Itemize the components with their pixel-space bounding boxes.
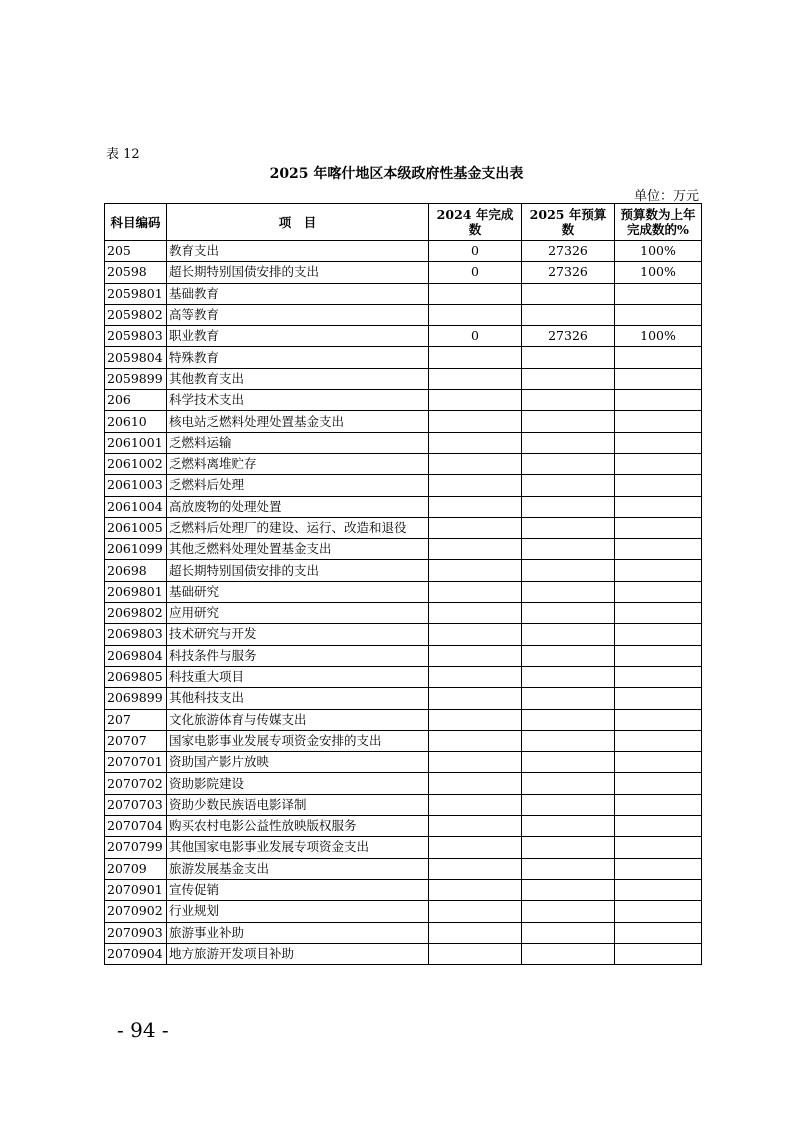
cell-percent: 100% — [615, 262, 702, 283]
cell-2025-budget — [522, 730, 615, 751]
cell-2024-actual: 0 — [429, 241, 522, 262]
cell-item: 乏燃料运输 — [167, 432, 429, 453]
cell-2024-actual — [429, 709, 522, 730]
cell-item: 核电站乏燃料处理处置基金支出 — [167, 411, 429, 432]
cell-2024-actual — [429, 304, 522, 325]
cell-code: 205 — [105, 241, 167, 262]
cell-2025-budget: 27326 — [522, 262, 615, 283]
cell-percent — [615, 922, 702, 943]
cell-code: 2070901 — [105, 879, 167, 900]
table-row — [105, 794, 702, 815]
cell-2025-budget — [522, 901, 615, 922]
table-row — [105, 624, 702, 645]
table-row — [105, 773, 702, 794]
cell-code: 20709 — [105, 858, 167, 879]
cell-percent — [615, 730, 702, 751]
cell-item: 科技条件与服务 — [167, 645, 429, 666]
cell-item: 资助少数民族语电影译制 — [167, 794, 429, 815]
cell-2025-budget — [522, 837, 615, 858]
cell-2024-actual — [429, 624, 522, 645]
cell-2025-budget — [522, 304, 615, 325]
cell-2025-budget — [522, 390, 615, 411]
cell-2025-budget — [522, 283, 615, 304]
cell-percent — [615, 794, 702, 815]
cell-item: 旅游事业补助 — [167, 922, 429, 943]
cell-percent — [615, 752, 702, 773]
cell-2025-budget — [522, 752, 615, 773]
table-row — [105, 432, 702, 453]
cell-percent — [615, 368, 702, 389]
table-row — [105, 453, 702, 474]
table-row — [105, 581, 702, 602]
cell-percent — [615, 453, 702, 474]
column-header-2024-actual: 2024 年完成数 — [429, 204, 522, 241]
table-row — [105, 752, 702, 773]
cell-2024-actual — [429, 283, 522, 304]
cell-2024-actual — [429, 581, 522, 602]
cell-2024-actual — [429, 943, 522, 964]
cell-2024-actual — [429, 411, 522, 432]
cell-percent — [615, 943, 702, 964]
table-row — [105, 304, 702, 325]
table-row — [105, 837, 702, 858]
cell-code: 2069802 — [105, 603, 167, 624]
cell-code: 2061099 — [105, 539, 167, 560]
table-row — [105, 709, 702, 730]
cell-code: 20598 — [105, 262, 167, 283]
cell-percent — [615, 624, 702, 645]
cell-percent — [615, 645, 702, 666]
cell-code: 2059801 — [105, 283, 167, 304]
cell-item: 其他国家电影事业发展专项资金支出 — [167, 837, 429, 858]
cell-item: 应用研究 — [167, 603, 429, 624]
table-row — [105, 645, 702, 666]
table-label: 表 12 — [106, 147, 140, 162]
table-row — [105, 922, 702, 943]
cell-item: 基础研究 — [167, 581, 429, 602]
table-row — [105, 560, 702, 581]
table-row — [105, 879, 702, 900]
cell-code: 2069805 — [105, 666, 167, 687]
cell-code: 2070903 — [105, 922, 167, 943]
column-header-percent: 预算数为上年完成数的% — [615, 204, 702, 241]
cell-code: 2070702 — [105, 773, 167, 794]
cell-2024-actual — [429, 539, 522, 560]
cell-2025-budget — [522, 539, 615, 560]
cell-item: 资助影院建设 — [167, 773, 429, 794]
cell-2025-budget — [522, 453, 615, 474]
cell-percent — [615, 411, 702, 432]
cell-2024-actual — [429, 475, 522, 496]
cell-2025-budget — [522, 517, 615, 538]
cell-code: 2069899 — [105, 688, 167, 709]
cell-percent — [615, 688, 702, 709]
cell-2025-budget — [522, 943, 615, 964]
cell-2025-budget — [522, 688, 615, 709]
cell-code: 20610 — [105, 411, 167, 432]
cell-code: 20707 — [105, 730, 167, 751]
table-row — [105, 347, 702, 368]
cell-code: 2059804 — [105, 347, 167, 368]
cell-percent — [615, 283, 702, 304]
cell-item: 高放废物的处理处置 — [167, 496, 429, 517]
unit-label: 单位：万元 — [633, 189, 699, 204]
cell-2024-actual — [429, 773, 522, 794]
cell-percent — [615, 560, 702, 581]
cell-percent — [615, 901, 702, 922]
cell-2025-budget — [522, 794, 615, 815]
table-row — [105, 496, 702, 517]
cell-2024-actual: 0 — [429, 326, 522, 347]
cell-item: 超长期特别国债安排的支出 — [167, 560, 429, 581]
cell-item: 超长期特别国债安排的支出 — [167, 262, 429, 283]
cell-item: 文化旅游体育与传媒支出 — [167, 709, 429, 730]
cell-percent: 100% — [615, 241, 702, 262]
cell-percent — [615, 837, 702, 858]
cell-code: 20698 — [105, 560, 167, 581]
cell-2025-budget — [522, 922, 615, 943]
table-row — [105, 411, 702, 432]
cell-2024-actual — [429, 368, 522, 389]
cell-2025-budget — [522, 858, 615, 879]
table-row — [105, 901, 702, 922]
table-row — [105, 688, 702, 709]
cell-percent — [615, 709, 702, 730]
cell-2025-budget — [522, 816, 615, 837]
cell-item: 技术研究与开发 — [167, 624, 429, 645]
table-row — [105, 241, 702, 262]
cell-item: 特殊教育 — [167, 347, 429, 368]
cell-2024-actual — [429, 560, 522, 581]
cell-code: 2070799 — [105, 837, 167, 858]
cell-item: 教育支出 — [167, 241, 429, 262]
cell-item: 旅游发展基金支出 — [167, 858, 429, 879]
cell-2025-budget — [522, 666, 615, 687]
document-title: 2025 年喀什地区本级政府性基金支出表 — [269, 166, 524, 182]
table-row — [105, 475, 702, 496]
table-row — [105, 666, 702, 687]
cell-item: 购买农村电影公益性放映版权服务 — [167, 816, 429, 837]
table-row — [105, 603, 702, 624]
cell-item: 乏燃料离堆贮存 — [167, 453, 429, 474]
cell-item: 职业教育 — [167, 326, 429, 347]
cell-item: 宣传促销 — [167, 879, 429, 900]
cell-2024-actual — [429, 858, 522, 879]
cell-2025-budget — [522, 603, 615, 624]
table-row — [105, 390, 702, 411]
cell-code: 2061003 — [105, 475, 167, 496]
table-header-row — [105, 204, 702, 241]
table-row — [105, 517, 702, 538]
cell-2024-actual — [429, 816, 522, 837]
cell-2025-budget — [522, 368, 615, 389]
cell-item: 其他科技支出 — [167, 688, 429, 709]
cell-2025-budget — [522, 709, 615, 730]
cell-item: 资助国产影片放映 — [167, 752, 429, 773]
cell-2024-actual — [429, 837, 522, 858]
table-row — [105, 816, 702, 837]
cell-percent — [615, 347, 702, 368]
cell-2025-budget — [522, 475, 615, 496]
cell-code: 2070701 — [105, 752, 167, 773]
cell-percent — [615, 539, 702, 560]
column-header-2025-budget: 2025 年预算数 — [522, 204, 615, 241]
cell-code: 2061002 — [105, 453, 167, 474]
cell-code: 2069803 — [105, 624, 167, 645]
table-row — [105, 283, 702, 304]
cell-2024-actual — [429, 390, 522, 411]
cell-item: 科学技术支出 — [167, 390, 429, 411]
cell-2024-actual — [429, 730, 522, 751]
cell-percent — [615, 304, 702, 325]
table-row — [105, 539, 702, 560]
cell-code: 2059899 — [105, 368, 167, 389]
cell-2024-actual — [429, 517, 522, 538]
cell-item: 高等教育 — [167, 304, 429, 325]
cell-code: 2070703 — [105, 794, 167, 815]
cell-2024-actual — [429, 901, 522, 922]
cell-2025-budget: 27326 — [522, 241, 615, 262]
cell-item: 行业规划 — [167, 901, 429, 922]
page-number: - 94 - — [117, 1018, 169, 1042]
cell-2024-actual — [429, 688, 522, 709]
cell-2024-actual — [429, 496, 522, 517]
cell-percent: 100% — [615, 326, 702, 347]
cell-item: 其他教育支出 — [167, 368, 429, 389]
cell-code: 2070904 — [105, 943, 167, 964]
cell-2024-actual — [429, 666, 522, 687]
table-row — [105, 326, 702, 347]
cell-item: 地方旅游开发项目补助 — [167, 943, 429, 964]
cell-percent — [615, 517, 702, 538]
cell-percent — [615, 390, 702, 411]
cell-code: 206 — [105, 390, 167, 411]
cell-2025-budget — [522, 432, 615, 453]
cell-item: 科技重大项目 — [167, 666, 429, 687]
cell-2025-budget — [522, 879, 615, 900]
cell-percent — [615, 432, 702, 453]
cell-code: 207 — [105, 709, 167, 730]
cell-percent — [615, 666, 702, 687]
cell-code: 2069801 — [105, 581, 167, 602]
cell-2025-budget — [522, 581, 615, 602]
cell-2025-budget — [522, 347, 615, 368]
cell-2024-actual — [429, 347, 522, 368]
cell-2024-actual — [429, 794, 522, 815]
cell-item: 其他乏燃料处理处置基金支出 — [167, 539, 429, 560]
cell-item: 国家电影事业发展专项资金安排的支出 — [167, 730, 429, 751]
cell-percent — [615, 879, 702, 900]
table-row — [105, 858, 702, 879]
cell-2024-actual — [429, 879, 522, 900]
cell-2024-actual — [429, 603, 522, 624]
cell-item: 乏燃料后处理厂的建设、运行、改造和退役 — [167, 517, 429, 538]
cell-percent — [615, 496, 702, 517]
cell-code: 2069804 — [105, 645, 167, 666]
cell-code: 2061004 — [105, 496, 167, 517]
table-row — [105, 730, 702, 751]
column-header-item: 项 目 — [167, 204, 429, 241]
cell-code: 2070902 — [105, 901, 167, 922]
cell-item: 基础教育 — [167, 283, 429, 304]
cell-percent — [615, 475, 702, 496]
table-row — [105, 943, 702, 964]
cell-2025-budget — [522, 411, 615, 432]
column-header-code: 科目编码 — [105, 204, 167, 241]
cell-2024-actual — [429, 922, 522, 943]
cell-percent — [615, 858, 702, 879]
table-row — [105, 368, 702, 389]
cell-2024-actual — [429, 645, 522, 666]
cell-code: 2070704 — [105, 816, 167, 837]
fund-expenditure-table — [104, 203, 702, 965]
cell-item: 乏燃料后处理 — [167, 475, 429, 496]
cell-code: 2059803 — [105, 326, 167, 347]
cell-2025-budget — [522, 624, 615, 645]
cell-2024-actual: 0 — [429, 262, 522, 283]
cell-2025-budget — [522, 560, 615, 581]
cell-percent — [615, 603, 702, 624]
cell-2025-budget — [522, 496, 615, 517]
cell-code: 2061001 — [105, 432, 167, 453]
cell-code: 2059802 — [105, 304, 167, 325]
table-row — [105, 262, 702, 283]
cell-2025-budget — [522, 645, 615, 666]
cell-code: 2061005 — [105, 517, 167, 538]
cell-2024-actual — [429, 432, 522, 453]
cell-2024-actual — [429, 453, 522, 474]
cell-2025-budget — [522, 773, 615, 794]
cell-percent — [615, 773, 702, 794]
cell-2025-budget: 27326 — [522, 326, 615, 347]
cell-percent — [615, 816, 702, 837]
cell-2024-actual — [429, 752, 522, 773]
cell-percent — [615, 581, 702, 602]
